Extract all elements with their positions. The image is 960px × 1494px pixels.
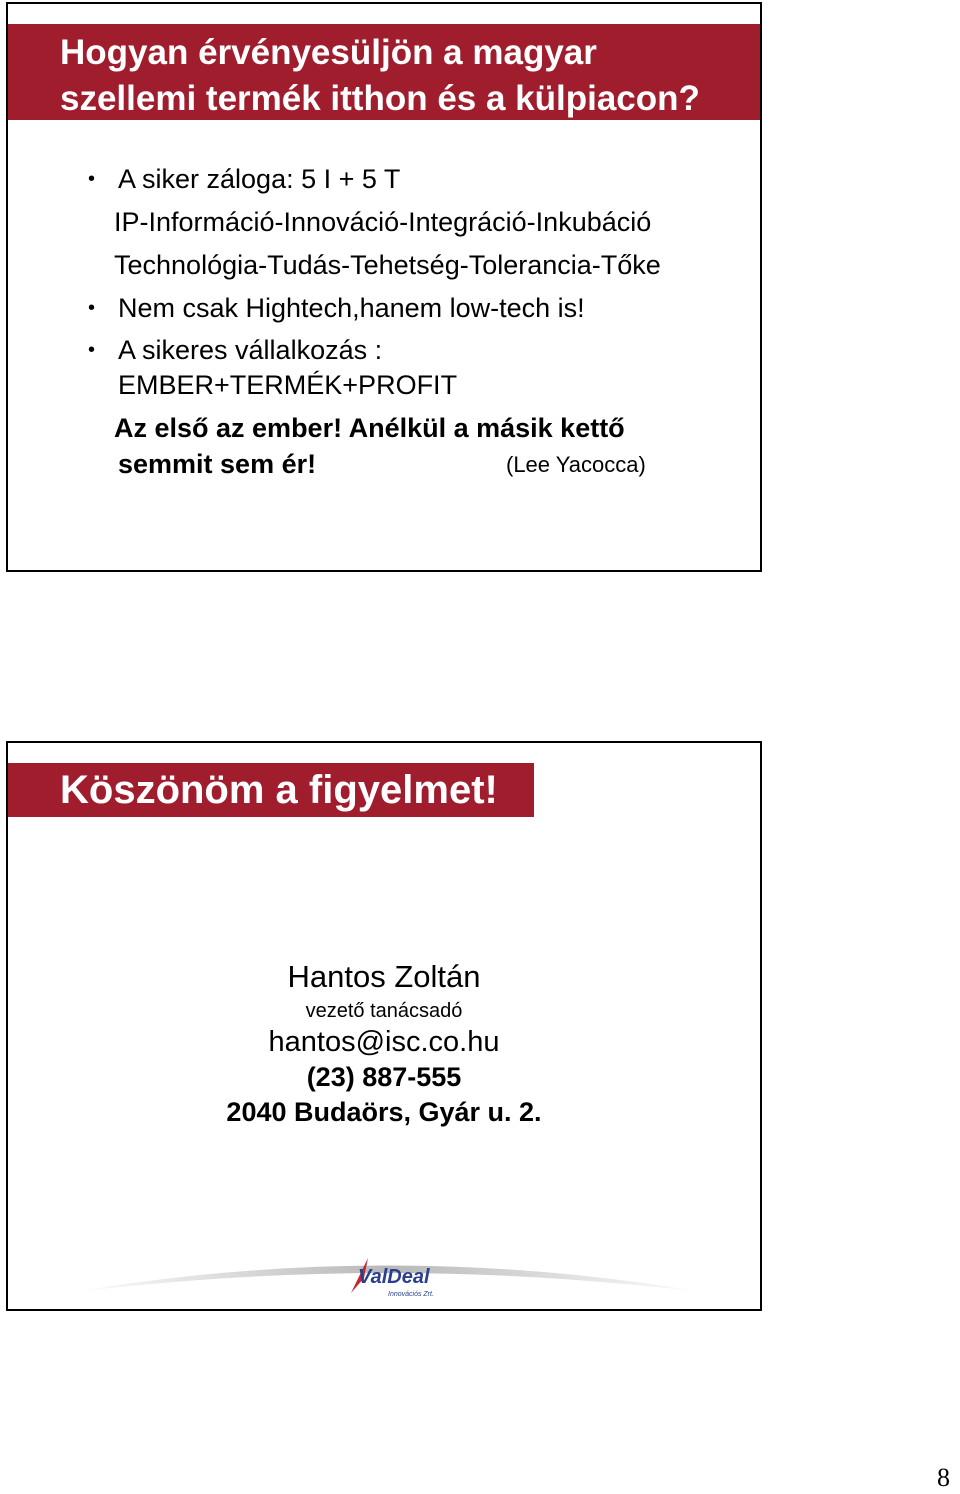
logo-subtext: Innovációs Zrt. [388,1291,434,1298]
contact-phone: (23) 887-555 [306,1062,462,1092]
quote-attribution: (Lee Yacocca) [506,452,646,477]
slide-2-title-bar [8,763,534,817]
bullet-3-marker: • [88,339,96,361]
slide-1-title-line-1: Hogyan érvényesüljön a magyar [60,33,597,72]
slide-2-title: Köszönöm a figyelmet! [60,768,498,812]
slide-1-title-bar [8,24,760,120]
bullet-1-text: A siker záloga: 5 I + 5 T [118,164,401,194]
bullet-3-text-line-2: EMBER+TERMÉK+PROFIT [118,370,458,400]
contact-name: Hantos Zoltán [287,959,481,994]
contact-address: 2040 Budaörs, Gyár u. 2. [226,1097,542,1127]
slide-1 [6,2,762,572]
quote-line-1: Az első az ember! Anélkül a másik kettő [114,413,625,443]
slide-2 [6,741,762,1311]
tech-line: Technológia-Tudás-Tehetség-Tolerancia-Tőke [114,250,661,280]
slide-1-title-line-2: szellemi termék itthon és a külpiacon? [60,79,700,118]
contact-role: vezető tanácsadó [305,1000,463,1022]
bullet-3-text-line-1: A sikeres vállalkozás : [118,335,383,365]
valdeal-logo [68,1248,708,1308]
contact-email: hantos@isc.co.hu [268,1026,500,1058]
logo-text: ValDeal [358,1266,430,1288]
page-number: 8 [937,1463,950,1492]
bullet-2-text: Nem csak Hightech,hanem low-tech is! [118,293,585,323]
quote-line-2: semmit sem ér! [118,449,317,479]
bullet-2-marker: • [88,297,96,319]
bullet-1-marker: • [88,168,96,190]
ip-line: IP-Információ-Innováció-Integráció-Inkubáció [114,207,652,237]
